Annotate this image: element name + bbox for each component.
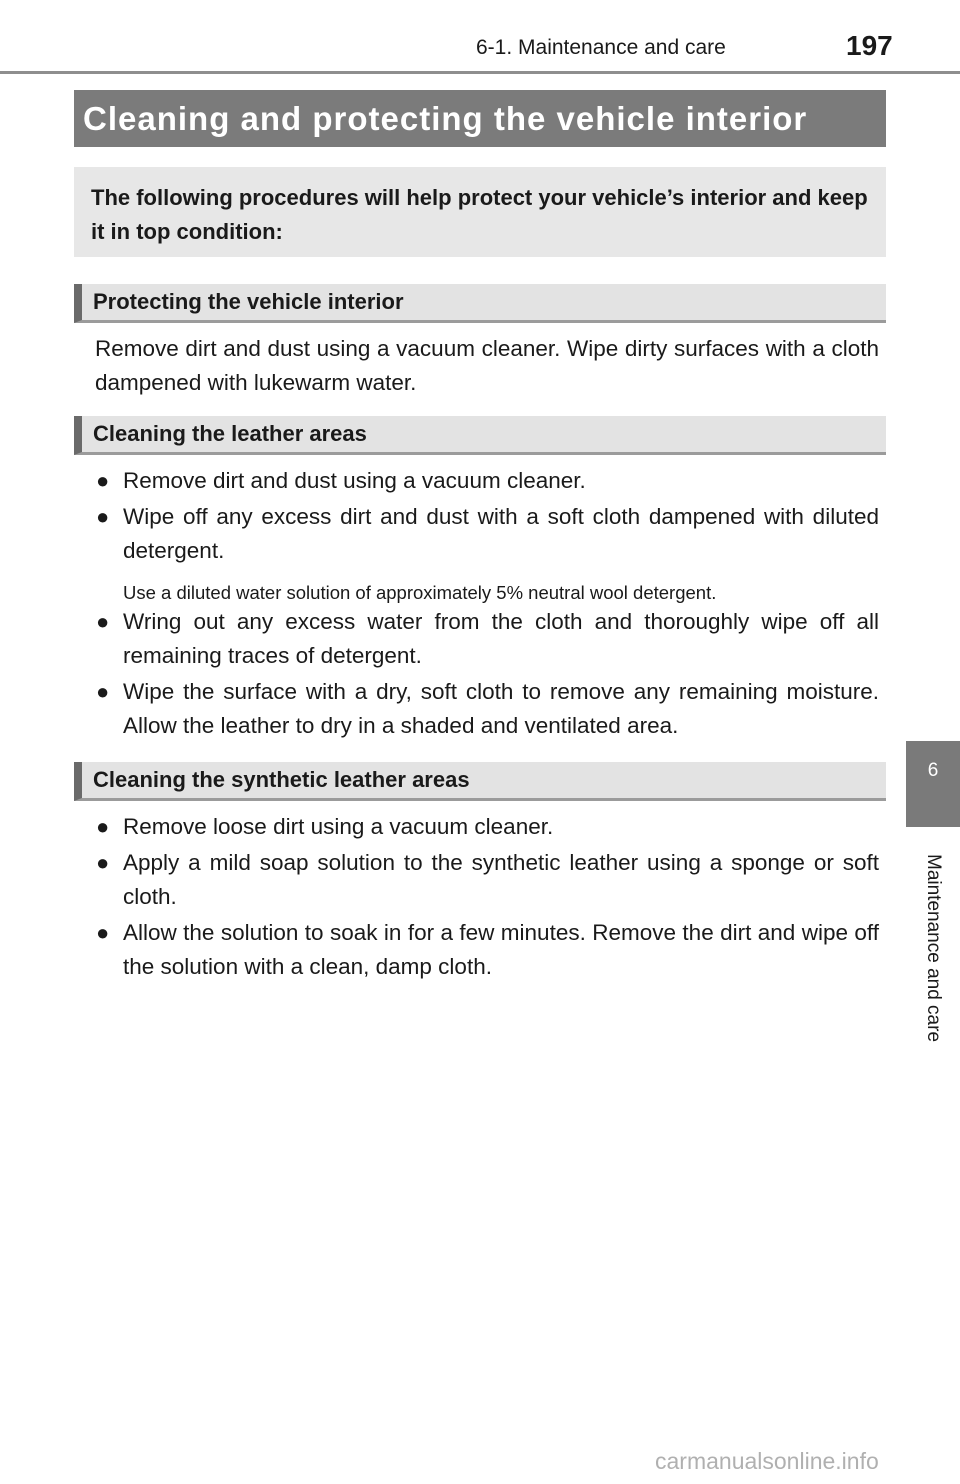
list-item-text: Allow the solution to soak in for a few minutes. Remove the dirt and wipe off the solution with a clean, damp cloth. — [123, 920, 879, 979]
leather-note: Use a diluted water solution of approximately 5% neutral wool detergent. — [123, 582, 717, 603]
list-item — [96, 464, 879, 498]
bullet-icon: ● — [96, 850, 110, 875]
list-item-text: Wring out any excess water from the cloth and thoroughly wipe off all remaining traces of detergent. — [123, 609, 879, 668]
list-item — [96, 846, 879, 914]
section-heading-synthetic-leather: Cleaning the synthetic leather areas — [74, 762, 886, 801]
header-divider — [0, 71, 960, 74]
list-item-text: Remove loose dirt using a vacuum cleaner. — [123, 814, 554, 839]
list-item — [96, 500, 879, 568]
bullet-icon: ● — [96, 609, 110, 634]
intro-text: The following procedures will help protect your vehicle’s interior and keep it in top condition: — [91, 185, 868, 244]
chapter-tab: 6 — [906, 741, 960, 827]
chapter-side-label-text: Maintenance and care — [923, 853, 944, 1043]
list-item — [96, 675, 879, 743]
bullet-icon: ● — [96, 504, 110, 529]
list-item-text: Wipe off any excess dirt and dust with a soft cloth dampened with diluted detergent. — [123, 504, 879, 563]
bullet-icon: ● — [96, 679, 110, 704]
section-heading-protecting-interior: Protecting the vehicle interior — [74, 284, 886, 323]
page-title: Cleaning and protecting the vehicle interior — [83, 100, 808, 137]
section-paragraph-protecting-interior: Remove dirt and dust using a vacuum cleaner. Wipe dirty surfaces with a cloth dampened with lukewarm water. — [95, 336, 879, 395]
list-item — [96, 810, 879, 844]
list-item — [96, 916, 879, 984]
list-item-text: Wipe the surface with a dry, soft cloth to remove any remaining moisture. Allow the leather to dry in a shaded and ventilated area. — [123, 679, 879, 738]
bullet-icon: ● — [96, 814, 110, 839]
watermark: carmanualsonline.info — [655, 1448, 879, 1474]
intro-box — [74, 167, 886, 257]
page-number: 197 — [846, 30, 893, 61]
header-section-title: 6-1. Maintenance and care — [476, 36, 726, 59]
bullet-icon: ● — [96, 468, 110, 493]
page-title-banner — [74, 90, 886, 147]
bullet-icon: ● — [96, 920, 110, 945]
list-item — [96, 605, 879, 673]
list-item-text: Apply a mild soap solution to the synthetic leather using a sponge or soft cloth. — [123, 850, 879, 909]
section-heading-leather-areas: Cleaning the leather areas — [74, 416, 886, 455]
list-item-text: Remove dirt and dust using a vacuum cleaner. — [123, 468, 586, 493]
